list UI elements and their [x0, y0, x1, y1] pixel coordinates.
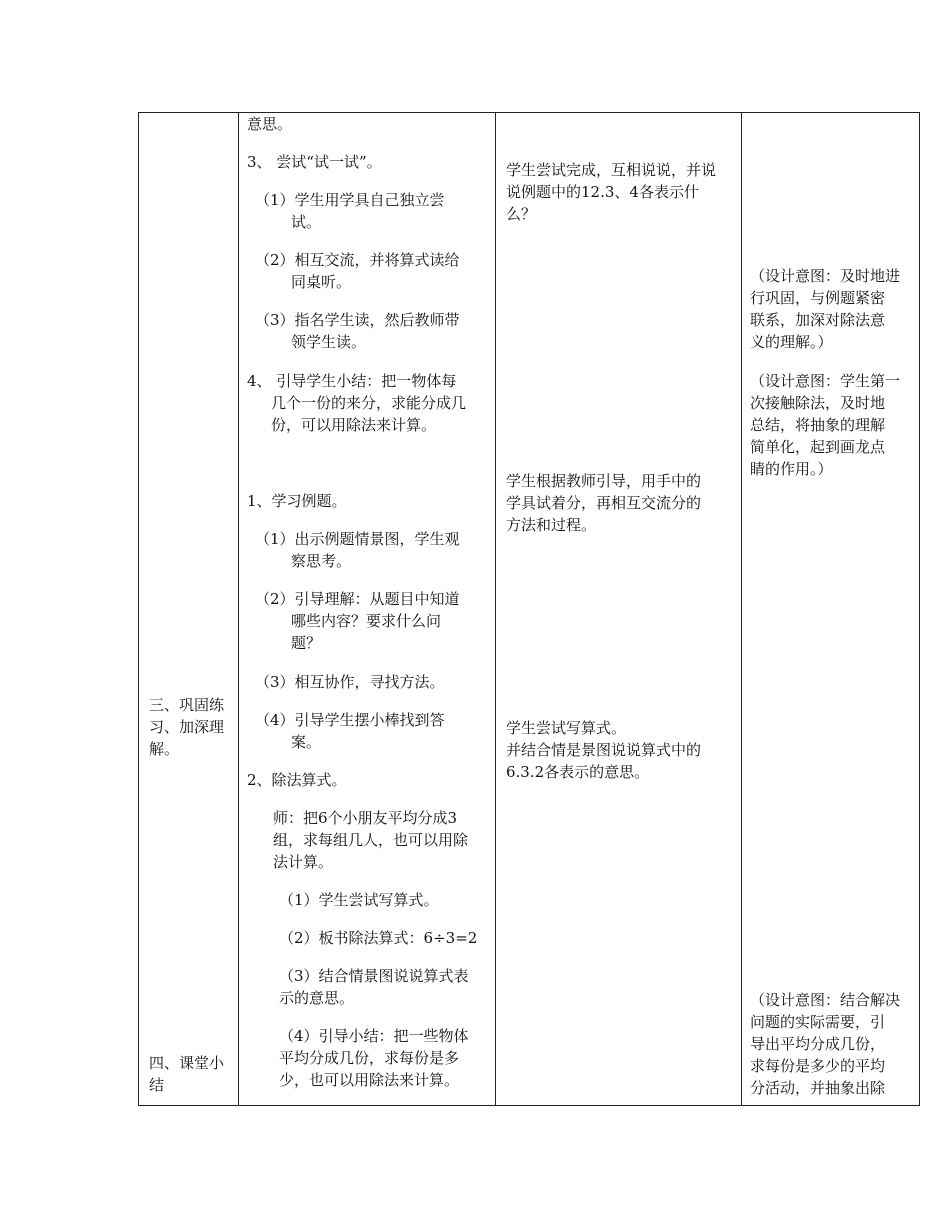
- activity-line: 组，求每组几人，也可以用除: [273, 831, 469, 849]
- activity-line: 意思。: [247, 115, 293, 133]
- student-line: 并结合情是景图说说算式中的: [506, 741, 702, 759]
- intent-line: 联系，加深对除法意: [750, 311, 886, 329]
- intent-line: 导出平均分成几份，: [750, 1035, 886, 1053]
- student-line: 方法和过程。: [506, 516, 597, 534]
- stage-3-line: 解。: [149, 740, 180, 758]
- intent-line: 义的理解。）: [750, 333, 833, 351]
- intent-line: 简单化，起到画龙点: [750, 438, 886, 456]
- activity-line: 平均分成几份，求每份是多: [279, 1049, 460, 1067]
- activity-line: （2）引导理解：从题目中知道: [255, 590, 460, 608]
- activity-line: 师：把6个小朋友平均分成3: [273, 809, 458, 827]
- activity-line: （3）指名学生读，然后教师带: [255, 311, 460, 329]
- activity-line: （1）出示例题情景图，学生观: [255, 530, 460, 548]
- intent-line: 求每份是多少的平均: [750, 1057, 886, 1075]
- intent-line: 总结，将抽象的理解: [750, 416, 886, 434]
- activity-line: 3、 尝试“试一试”。: [247, 153, 382, 171]
- stage-3-line: 习、加深理: [149, 718, 225, 736]
- activity-line: 题？: [291, 634, 322, 652]
- activity-line: 份，可以用除法来计算。: [271, 416, 437, 434]
- design-intent-column: [742, 113, 920, 1105]
- intent-line: （设计意图：结合解决: [750, 991, 901, 1009]
- student-activity-column: [496, 113, 741, 1105]
- student-line: 说例题中的12.3、4各表示什: [506, 183, 699, 201]
- intent-line: 次接触除法，及时地: [750, 394, 886, 412]
- activity-line: 哪些内容？要求什么问: [291, 612, 442, 630]
- intent-line: （设计意图：学生第一: [750, 372, 901, 390]
- activity-line: （2）板书除法算式：6÷3=2: [279, 929, 478, 947]
- stage-3-line: 三、巩固练: [149, 696, 225, 714]
- student-line: 6.3.2各表示的意思。: [506, 763, 650, 781]
- activity-line: 案。: [291, 733, 322, 751]
- activity-line: 法计算。: [273, 853, 334, 871]
- intent-line: （设计意图：及时地进: [750, 267, 901, 285]
- activity-line: 察思考。: [291, 552, 352, 570]
- activity-line: 几个一份的来分，求能分成几: [271, 394, 467, 412]
- activity-line: 2、除法算式。: [247, 771, 347, 789]
- activity-line: （4）引导学生摆小棒找到答: [255, 711, 445, 729]
- student-line: 学生尝试完成，互相说说，并说: [506, 161, 717, 179]
- student-line: 学生尝试写算式。: [506, 719, 627, 737]
- intent-line: 行巩固，与例题紧密: [750, 289, 886, 307]
- activity-line: 示的意思。: [279, 989, 355, 1007]
- lesson-plan-table: [138, 112, 920, 1106]
- activity-line: 同桌听。: [291, 273, 352, 291]
- intent-line: 睛的作用。）: [750, 460, 833, 478]
- intent-line: 问题的实际需要，引: [750, 1013, 886, 1031]
- stage-column: [139, 113, 238, 1105]
- stage-4-line: 四、课堂小: [149, 1054, 225, 1072]
- activity-line: 4、 引导学生小结：把一物体每: [247, 372, 457, 390]
- activity-line: （1）学生用学具自己独立尝: [255, 191, 445, 209]
- student-line: 学具试着分，再相互交流分的: [506, 494, 702, 512]
- teacher-activity-column: [239, 113, 495, 1105]
- student-line: 么？: [506, 205, 537, 223]
- activity-line: （3）结合情景图说说算式表: [279, 967, 469, 985]
- activity-line: 少，也可以用除法来计算。: [279, 1071, 460, 1089]
- activity-line: 1、学习例题。: [247, 492, 347, 510]
- activity-line: （4）引导小结：把一些物体: [279, 1027, 469, 1045]
- activity-line: 试。: [291, 213, 322, 231]
- activity-line: （1）学生尝试写算式。: [279, 891, 439, 909]
- activity-line: （2）相互交流，并将算式读给: [255, 251, 460, 269]
- intent-line: 分活动，并抽象出除: [750, 1079, 886, 1097]
- activity-line: （3）相互协作，寻找方法。: [255, 673, 445, 691]
- activity-line: 领学生读。: [291, 333, 367, 351]
- stage-4-line: 结: [149, 1076, 165, 1094]
- student-line: 学生根据教师引导，用手中的: [506, 472, 702, 490]
